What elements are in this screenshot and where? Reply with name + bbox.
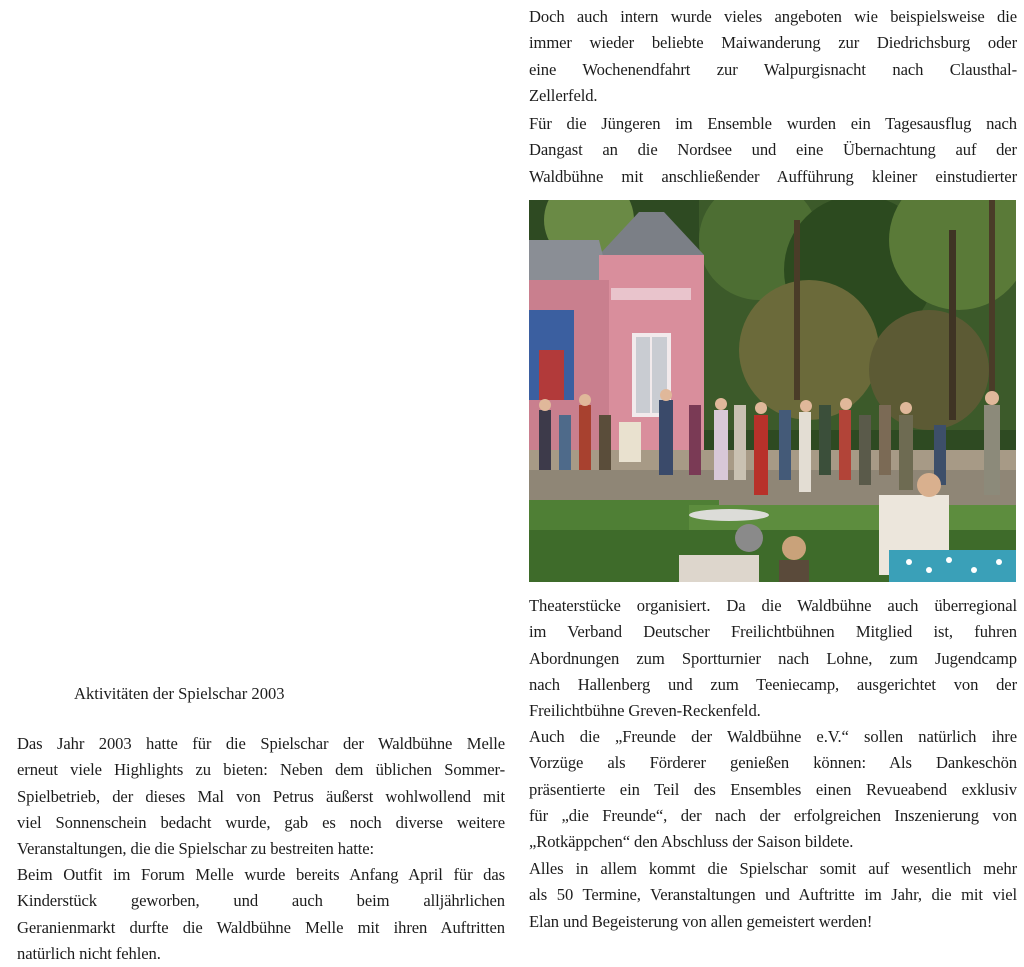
text-line: Zellerfeld. (529, 85, 598, 105)
text-line: erneut viele Highlights zu bieten: Neben dem üblichen Sommer- (17, 760, 505, 780)
text-line: Das Jahr 2003 hatte für die Spielschar der Waldbühne Melle (17, 734, 505, 753)
text-line: immer wieder beliebte Maiwanderung zur Diedrichsburg oder (529, 33, 1017, 53)
text-line: Alles in allem kommt die Spielschar somit auf wesentlich mehr (529, 859, 1017, 878)
right-paragraph-4 (529, 724, 1017, 855)
article-heading: Aktivitäten der Spielschar 2003 (74, 684, 285, 703)
text-line: Theaterstücke organisiert. Da die Waldbühne auch überregional (529, 596, 1017, 615)
text-line: Elan und Begeisterung von allen gemeistert werden! (529, 911, 873, 931)
text-line: „Rotkäppchen“ den Abschluss der Saison bildete. (529, 832, 854, 852)
text-line: im Verband Deutscher Freilichtbühnen Mitglied ist, fuhren (529, 622, 1017, 642)
text-line: Veranstaltungen, die die Spielschar zu bestreiten hatte: (17, 839, 375, 859)
text-line: Vorzüge als Förderer genießen können: Als Dankeschön (529, 753, 1017, 773)
text-line: präsentierte ein Teil des Ensembles einen Revueabend exklusiv (529, 779, 1017, 799)
right-paragraph-1 (529, 4, 1017, 109)
text-line: Dangast an die Nordsee und eine Übernachtung auf der (529, 140, 1017, 160)
text-line: Für die Jüngeren im Ensemble wurden ein Tagesausflug nach (529, 114, 1017, 133)
text-line: Waldbühne mit anschließender Aufführung kleiner einstudierter (529, 166, 1017, 186)
stage-photo-icon (529, 200, 1016, 582)
text-line: Doch auch intern wurde vieles angeboten wie beispielsweise die (529, 7, 1017, 26)
left-paragraph-1 (17, 731, 505, 862)
text-line: Abordnungen zum Sportturnier nach Lohne, zum Jugendcamp (529, 648, 1017, 668)
right-paragraph-3 (529, 593, 1017, 724)
text-line: Beim Outfit im Forum Melle wurde bereits Anfang April für das (17, 865, 505, 884)
right-paragraph-2 (529, 111, 1017, 190)
text-line: viel Sonnenschein bedacht wurde, gab es noch diverse weitere (17, 812, 505, 832)
right-paragraph-5 (529, 856, 1017, 935)
text-line: Spielbetrieb, der dieses Mal von Petrus äußerst wohlwollend mit (17, 786, 505, 806)
stage-photo (529, 200, 1016, 582)
text-line: als 50 Termine, Veranstaltungen und Auftritte im Jahr, die mit viel (529, 885, 1017, 905)
text-line: natürlich nicht fehlen. (17, 943, 161, 963)
text-line: Geranienmarkt durfte die Waldbühne Melle mit ihren Auftritten (17, 917, 505, 937)
left-paragraph-2 (17, 862, 505, 967)
text-line: nach Hallenberg und zum Teeniecamp, ausgerichtet von der (529, 674, 1017, 694)
text-line: eine Wochenendfahrt zur Walpurgisnacht nach Clausthal- (529, 59, 1017, 79)
text-line: für „die Freunde“, der nach der erfolgreichen Inszenierung von (529, 805, 1017, 825)
text-line: Kinderstück geworben, und auch beim alljährlichen (17, 891, 505, 911)
text-line: Freilichtbühne Greven-Reckenfeld. (529, 701, 761, 721)
text-line: Auch die „Freunde der Waldbühne e.V.“ sollen natürlich ihre (529, 727, 1017, 746)
